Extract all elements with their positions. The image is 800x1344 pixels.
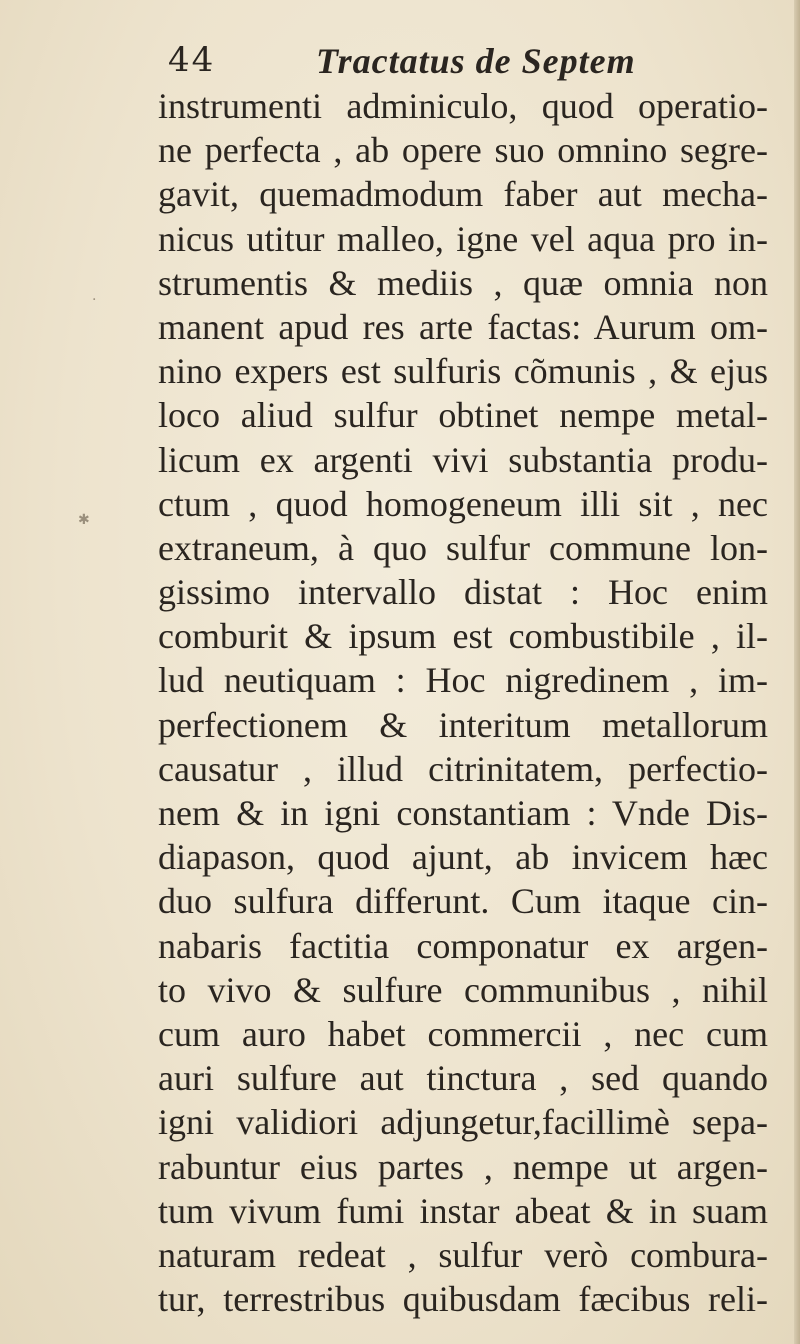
text-line: tum vivum fumi instar abeat & in suam: [158, 1190, 768, 1231]
running-title: Tractatus de Septem: [316, 41, 636, 81]
text-line: loco aliud sulfur obtinet nempe metal-: [158, 395, 768, 436]
text-line: ne perfecta , ab opere suo omnino segre-: [158, 130, 768, 171]
text-line: gissimo intervallo distat : Hoc enim: [158, 572, 768, 613]
text-line: duo sulfura differunt. Cum itaque cin-: [158, 881, 768, 922]
text-line: causatur , illud citrinitatem, perfectio-: [158, 748, 768, 789]
text-line: comburit & ipsum est combustibile , il-: [158, 616, 768, 657]
text-line: naturam redeat , sulfur verò combura-: [158, 1234, 768, 1275]
text-line: instrumenti adminiculo, quod operatio-: [158, 86, 768, 126]
text-line: strumentis & mediis , quæ omnia non: [158, 262, 768, 303]
page-number: 44: [168, 40, 216, 80]
text-line: gavit, quemadmodum faber aut mecha-: [158, 174, 768, 215]
body-text: [158, 84, 768, 1321]
text-line: nino expers est sulfuris cõmunis , & ejus: [158, 351, 768, 392]
text-line: tur, terrestribus quibusdam fæcibus reli-: [158, 1279, 768, 1320]
text-line: perfectionem & interitum metallorum: [158, 704, 768, 745]
text-line: extraneum, à quo sulfur commune lon-: [158, 527, 768, 568]
text-line: rabuntur eius partes , nempe ut argen-: [158, 1146, 768, 1187]
text-line: manent apud res arte factas: Aurum om-: [158, 306, 768, 347]
paper-blemish: ·: [92, 292, 97, 308]
text-line: licum ex argenti vivi substantia produ-: [158, 439, 768, 480]
text-line: nicus utitur malleo, igne vel aqua pro in-: [158, 218, 768, 259]
page-header: [168, 40, 688, 90]
paper-blemish: ✱: [78, 512, 90, 528]
page-edge: [794, 0, 800, 1344]
text-line: cum auro habet commercii , nec cum: [158, 1013, 768, 1054]
text-line: ctum , quod homogeneum illi sit , nec: [158, 483, 768, 524]
text-line: diapason, quod ajunt, ab invicem hæc: [158, 837, 768, 878]
text-line: nabaris factitia componatur ex argen-: [158, 925, 768, 966]
text-line: igni validiori adjungetur,facillimè sepa-: [158, 1102, 768, 1143]
text-line: auri sulfure aut tinctura , sed quando: [158, 1058, 768, 1099]
text-line: nem & in igni constantiam : Vnde Dis-: [158, 793, 768, 833]
text-line: lud neutiquam : Hoc nigredinem , im-: [158, 660, 768, 701]
text-line: to vivo & sulfure communibus , nihil: [158, 969, 768, 1010]
